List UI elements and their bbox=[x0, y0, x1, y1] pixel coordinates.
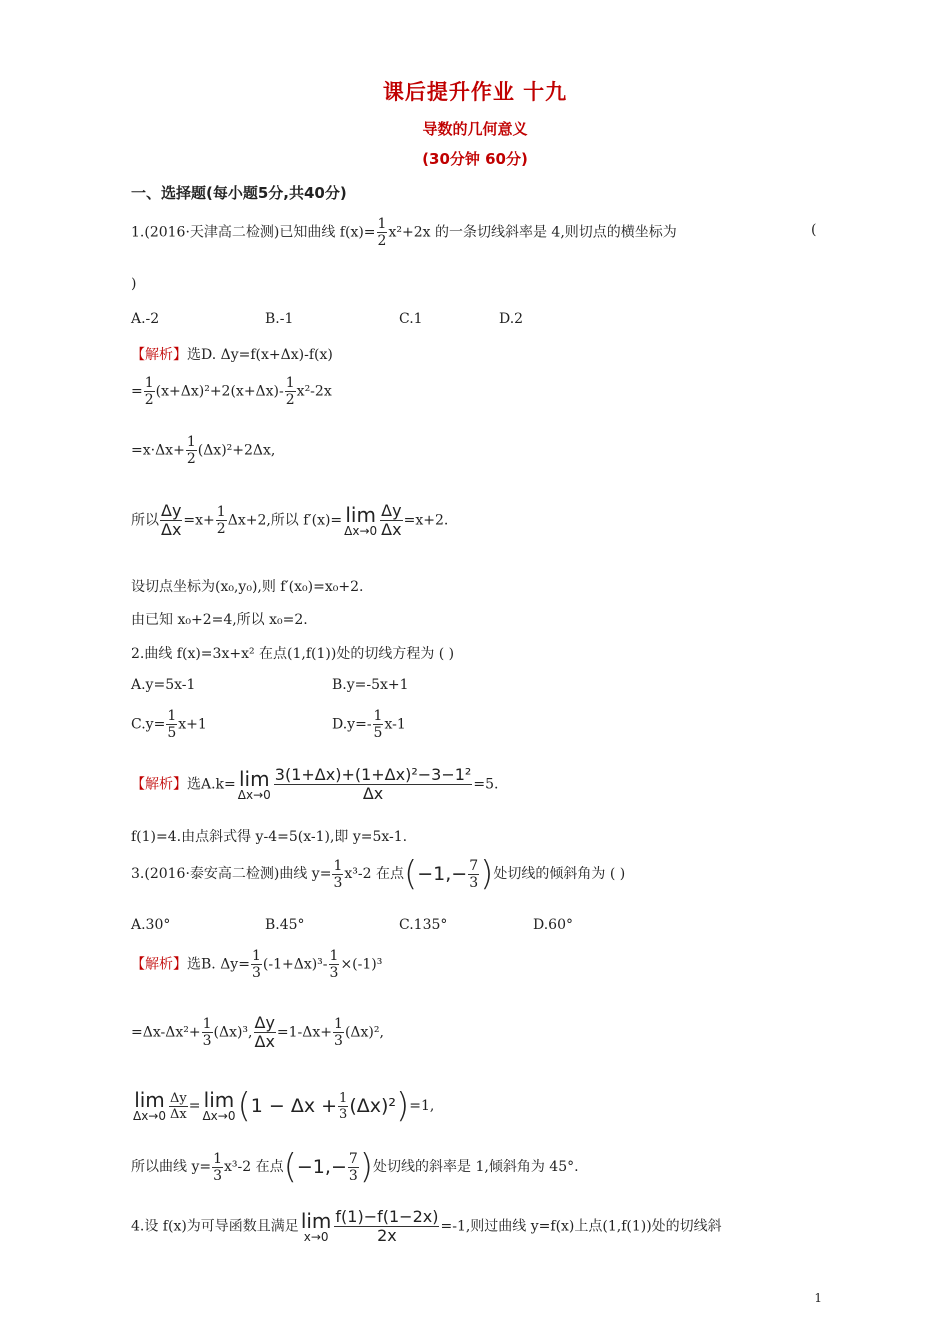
q1-solution-line1: 【解析】选D. Δy=f(x+Δx)-f(x) bbox=[131, 347, 333, 363]
q3-option-d: D.60° bbox=[533, 917, 573, 933]
analysis-tag: 【解析】 bbox=[131, 956, 187, 973]
q1-solution-line3: =x·Δx+ $\frac{1}{2}$ (Δx)²+2Δx, bbox=[131, 434, 276, 467]
frac-limit-expression: $\frac{f(1)-f(1-2x)}{2x}$ bbox=[335, 1207, 439, 1245]
q2-solution-line2: f(1)=4.由点斜式得 y-4=5(x-1),即 y=5x-1. bbox=[131, 829, 408, 845]
frac-third: $\frac{1}{3}$ bbox=[334, 1016, 343, 1049]
frac-seven-thirds: $\frac{7}{3}$ bbox=[469, 857, 479, 891]
frac-half: $\frac{1}{2}$ bbox=[186, 434, 196, 467]
q1-solution-line5: 设切点坐标为(x₀,y₀),则 f′(x₀)=x₀+2. bbox=[131, 579, 364, 595]
q1-solution-line4: 所以 $\frac{\Delta y}{\Delta x}$ =x+ $\frac{1}{2}$ Δx+2,所以 f′(x)= lim Δx→0 $\frac{\Delta y}{\Delta x}$ =x+2. bbox=[131, 501, 449, 539]
section-heading: 一、选择题(每小题5分,共40分) bbox=[131, 184, 347, 202]
q1-solution-line2: = $\frac{1}{2}$ (x+Δx)²+2(x+Δx)- $\frac{1}{2}$ x²-2x bbox=[131, 375, 332, 408]
frac-half: $\frac{1}{2}$ bbox=[377, 216, 387, 249]
q2-option-b: B.y=-5x+1 bbox=[332, 677, 409, 693]
q2-option-c: C.y= $\frac{1}{5}$ x+1 bbox=[131, 708, 207, 741]
analysis-tag: 【解析】 bbox=[131, 776, 187, 793]
analysis-tag: 【解析】 bbox=[131, 347, 187, 363]
frac-fifth: $\frac{1}{5}$ bbox=[373, 708, 383, 741]
page-subtitle: 导数的几何意义 bbox=[422, 120, 528, 138]
frac-third: $\frac{1}{3}$ bbox=[329, 948, 339, 981]
page-number: 1 bbox=[814, 1291, 822, 1305]
frac-half: $\frac{1}{2}$ bbox=[144, 375, 154, 408]
frac-third: $\frac{1}{3}$ bbox=[339, 1090, 348, 1122]
q1-paren-close: ) bbox=[131, 276, 137, 292]
limit-symbol: lim Δx→0 bbox=[237, 766, 271, 802]
page-title: 课后提升作业 十九 bbox=[382, 80, 568, 104]
q1-option-c: C.1 bbox=[399, 311, 423, 327]
q2-solution-line1: 【解析】选A.k= lim Δx→0 $\frac{\text{3(1+Δx)+(1+Δx)²−3−1²}}{\Delta x}$ =5. bbox=[131, 765, 499, 803]
q3-solution-line2: =Δx-Δx²+ $\frac{1}{3}$ (Δx)³, $\frac{\Delta y}{\Delta x}$ =1-Δx+ $\frac{1}{3}$ (Δx)², bbox=[131, 1013, 384, 1051]
q3-solution-line1: 【解析】选B. Δy= $\frac{1}{3}$ (-1+Δx)³- $\frac{1}{3}$ ×(-1)³ bbox=[131, 948, 383, 981]
q1-option-b: B.-1 bbox=[265, 311, 294, 327]
frac-fifth: $\frac{1}{5}$ bbox=[167, 708, 177, 741]
q3-option-c: C.135° bbox=[399, 917, 448, 933]
q2-option-a: A.y=5x-1 bbox=[131, 677, 196, 693]
q3-option-b: B.45° bbox=[265, 917, 305, 933]
q1-paren-open: ( bbox=[811, 222, 817, 238]
q1-solution-line6: 由已知 x₀+2=4,所以 x₀=2. bbox=[131, 612, 308, 628]
timing-info: (30分钟 60分) bbox=[422, 150, 528, 168]
limit-symbol: lim Δx→0 bbox=[202, 1088, 236, 1123]
q2-option-d: D.y=- $\frac{1}{5}$ x-1 bbox=[332, 708, 406, 741]
frac-difference-quotient: $\frac{\text{3(1+Δx)+(1+Δx)²−3−1²}}{\Delta x}$ bbox=[274, 765, 472, 803]
frac-seven-thirds: $\frac{7}{3}$ bbox=[348, 1150, 358, 1184]
frac-third: $\frac{1}{3}$ bbox=[202, 1016, 212, 1049]
frac-dy-dx: $\frac{\Delta y}{\Delta x}$ bbox=[254, 1013, 275, 1051]
frac-dy-dx: $\frac{\Delta y}{\Delta x}$ bbox=[170, 1090, 187, 1122]
q3-solution-line4: 所以曲线 y= $\frac{1}{3}$ x³-2 在点(−1,− $\frac{7}{3}$ )处切线的斜率是 1,倾斜角为 45°. bbox=[131, 1147, 579, 1187]
q4-stem: 4.设 f(x)为可导函数且满足 lim x→0 $\frac{f(1)-f(1-2x)}{2x}$ =-1,则过曲线 y=f(x)上点(1,f(1))处的切线斜 bbox=[131, 1207, 722, 1245]
frac-half: $\frac{1}{2}$ bbox=[285, 375, 295, 408]
q1-option-a: A.-2 bbox=[131, 311, 160, 327]
frac-dy-dx: $\frac{\Delta y}{\Delta x}$ bbox=[381, 501, 402, 539]
limit-symbol: lim x→0 bbox=[300, 1208, 332, 1244]
frac-third: $\frac{1}{3}$ bbox=[213, 1150, 223, 1184]
frac-dy-dx: $\frac{\Delta y}{\Delta x}$ bbox=[161, 501, 182, 539]
q3-stem: 3.(2016·泰安高二检测)曲线 y= $\frac{1}{3}$ x³-2 在点(−1,− $\frac{7}{3}$ )处切线的倾斜角为 ( ) bbox=[131, 854, 626, 894]
q1-option-d: D.2 bbox=[499, 311, 524, 327]
limit-symbol: lim Δx→0 bbox=[133, 1088, 166, 1123]
q1-stem: 1.(2016·天津高二检测)已知曲线 f(x)= $\frac{1}{2}$ x²+2x 的一条切线斜率是 4,则切点的横坐标为 bbox=[131, 216, 677, 249]
q3-solution-line3: lim Δx→0 $\frac{\Delta y}{\Delta x}$ = lim Δx→0 (1 − Δx + $\frac{1}{3}$ (Δx)²)=1, bbox=[133, 1086, 435, 1126]
frac-third: $\frac{1}{3}$ bbox=[251, 948, 261, 981]
limit-symbol: lim Δx→0 bbox=[344, 502, 378, 538]
frac-third: $\frac{1}{3}$ bbox=[333, 857, 343, 891]
frac-half: $\frac{1}{2}$ bbox=[216, 504, 226, 537]
q3-option-a: A.30° bbox=[131, 917, 171, 933]
q2-stem: 2.曲线 f(x)=3x+x² 在点(1,f(1))处的切线方程为 ( ) bbox=[131, 646, 455, 662]
